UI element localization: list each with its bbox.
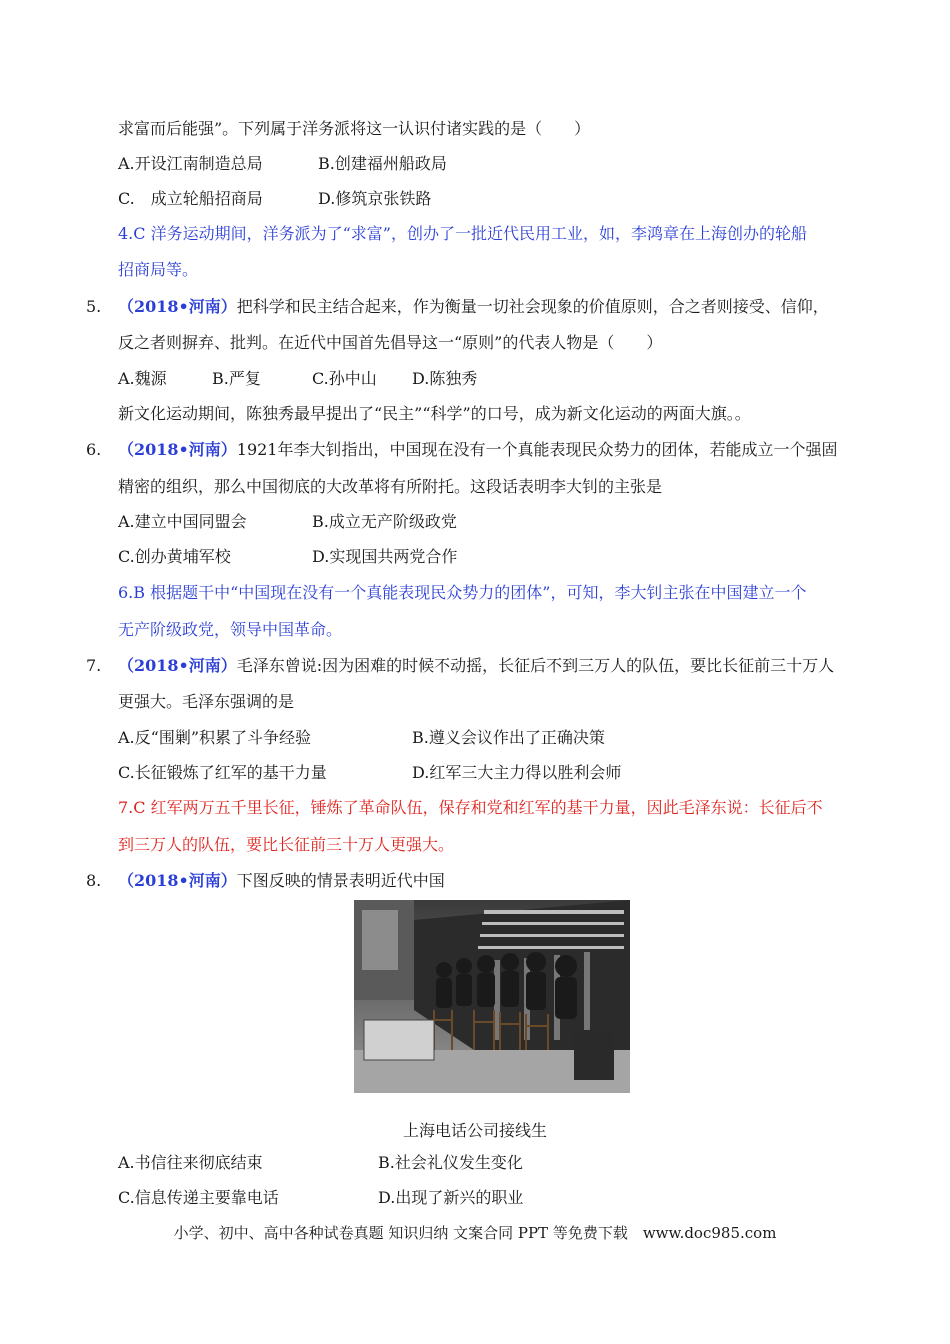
q4-option-a: A.开设江南制造总局: [118, 154, 263, 173]
q8-option-b: B.社会礼仪发生变化: [378, 1153, 523, 1172]
q8-stem-line1: [118, 870, 445, 892]
q8-option-a: A.书信往来彻底结束: [118, 1153, 263, 1172]
q6-stem-line2: 精密的组织，那么中国彻底的大改革将有所附托。这段话表明李大钊的主张是: [118, 477, 663, 496]
q5-tag: （2018•河南）: [118, 297, 237, 316]
q7-tag: （2018•河南）: [118, 656, 237, 675]
q7-stem-line1: [118, 655, 834, 677]
q4-answer-line1: 4.C 洋务运动期间，洋务派为了“求富”，创办了一批近代民用工业，如，李鸿章在上海创办的轮船: [118, 224, 807, 243]
q4-answer-line2: 招商局等。: [118, 260, 199, 279]
q5-option-d: D.陈独秀: [412, 369, 478, 388]
q8-tag: （2018•河南）: [118, 871, 237, 890]
q6-stem-line1: [118, 439, 838, 461]
q6-stem-text: 1921年李大钊指出，中国现在没有一个真能表现民众势力的团体，若能成立一个强固: [236, 440, 838, 459]
q7-option-a: A.反“围剿”积累了斗争经验: [118, 728, 312, 747]
q6-option-a: A.建立中国同盟会: [118, 512, 247, 531]
q5-option-c: C.孙中山: [312, 369, 377, 388]
photo-caption: 上海电话公司接线生: [402, 1121, 547, 1140]
q4-option-d: D.修筑京张铁路: [318, 189, 432, 208]
page-footer: 小学、初中、高中各种试卷真题 知识归纳 文案合同 PPT 等免费下载 www.doc985.com: [173, 1224, 777, 1242]
telephone-operators-photo: [354, 900, 630, 1093]
q4-option-c: C. 成立轮船招商局: [118, 189, 263, 208]
q7-stem-text: 毛泽东曾说:因为困难的时候不动摇，长征后不到三万人的队伍，要比长征前三十万人: [236, 656, 835, 675]
q8-option-c: C.信息传递主要靠电话: [118, 1188, 279, 1207]
q6-tag: （2018•河南）: [118, 440, 237, 459]
q5-stem-text: 把科学和民主结合起来，作为衡量一切社会现象的价值原则，合之者则接受、信仰，: [236, 297, 829, 316]
q7-option-d: D.红军三大主力得以胜利会师: [412, 763, 622, 782]
q5-option-b: B.严复: [212, 369, 261, 388]
q7-number: 7.: [86, 656, 102, 675]
q6-option-d: D.实现国共两党合作: [312, 547, 458, 566]
q5-number: 5.: [86, 297, 102, 316]
q8-option-d: D.出现了新兴的职业: [378, 1188, 524, 1207]
q8-number: 8.: [86, 871, 102, 890]
q4-stem-tail: 求富而后能强”。下列属于洋务派将这一认识付诸实践的是（ ）: [118, 119, 591, 138]
q7-stem-line2: 更强大。毛泽东强调的是: [118, 692, 295, 711]
q5-option-a: A.魏源: [118, 369, 167, 388]
q5-stem-line1: [118, 296, 829, 318]
q6-number: 6.: [86, 440, 102, 459]
q5-answer: 新文化运动期间，陈独秀最早提出了“民主”“科学”的口号，成为新文化运动的两面大旗。。: [118, 404, 751, 423]
q4-option-b: B.创建福州船政局: [318, 154, 447, 173]
q6-option-b: B.成立无产阶级政党: [312, 512, 457, 531]
q5-stem-line2: 反之者则摒弃、批判。在近代中国首先倡导这一“原则”的代表人物是（ ）: [118, 333, 663, 352]
q6-answer-line1: 6.B 根据题干中“中国现在没有一个真能表现民众势力的团体”，可知，李大钊主张在中国建立一个: [118, 583, 807, 602]
q7-answer-line2: 到三万人的队伍，要比长征前三十万人更强大。: [118, 835, 455, 854]
q8-stem-text: 下图反映的情景表明近代中国: [236, 871, 445, 890]
q7-option-c: C.长征锻炼了红军的基干力量: [118, 763, 327, 782]
q7-option-b: B.遵义会议作出了正确决策: [412, 728, 605, 747]
q6-option-c: C.创办黄埔军校: [118, 547, 231, 566]
q7-answer-line1: 7.C 红军两万五千里长征，锤炼了革命队伍，保存和党和红军的基干力量，因此毛泽东说：长征后不: [118, 798, 823, 817]
q6-answer-line2: 无产阶级政党，领导中国革命。: [118, 620, 343, 639]
